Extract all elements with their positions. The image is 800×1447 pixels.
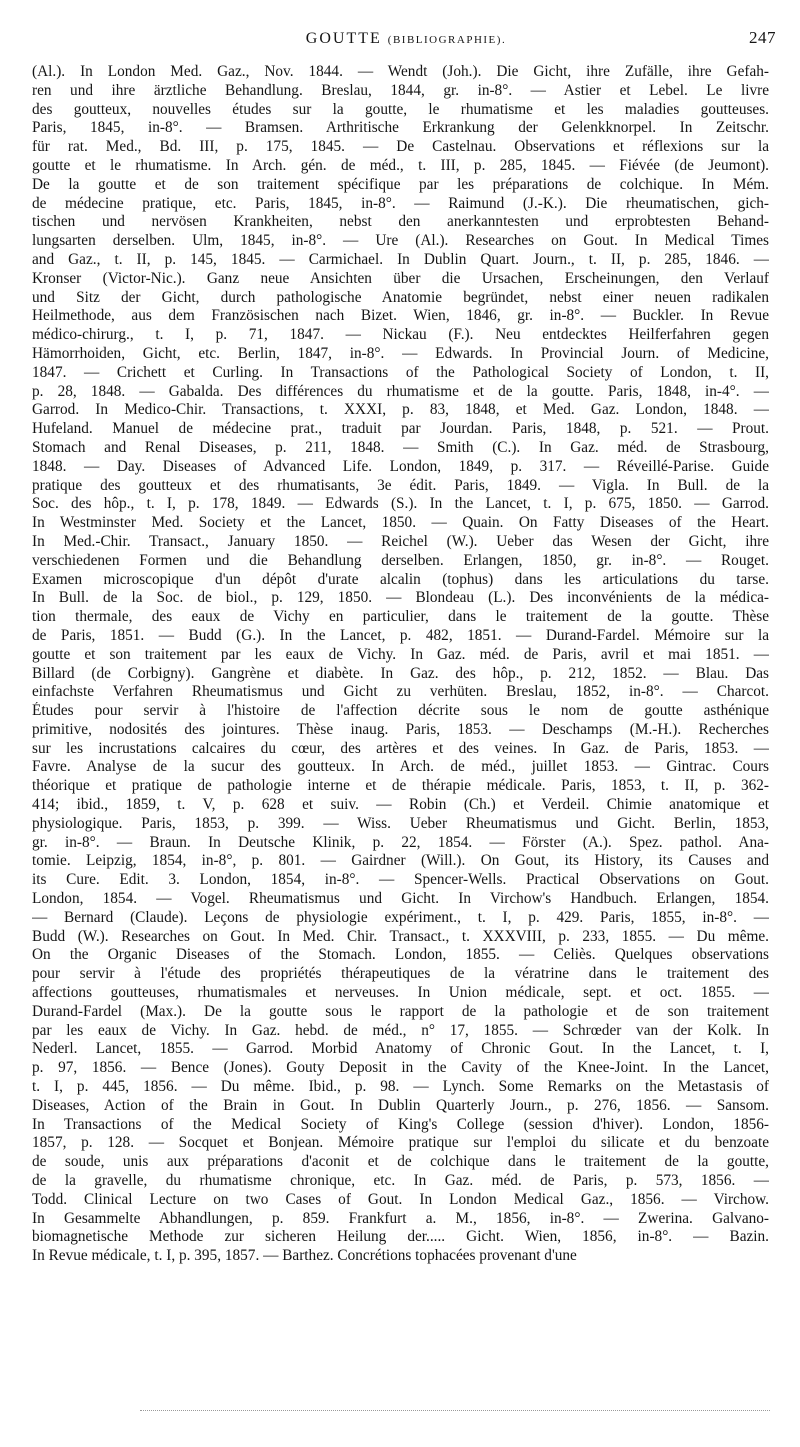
text-line: — Bernard (Claude). Leçons de physiologie expériment., t. I, p. 429. Paris, 1855, in-8°. — <box>32 908 769 926</box>
text-line: p. 97, 1856. — Bence (Jones). Gouty Deposit in the Cavity of the Knee-Joint. In the Lancet, <box>32 1059 769 1077</box>
text-line: lungsarten derselben. Ulm, 1845, in-8°. — Ure (Al.). Researches on Gout. In Medical Times <box>32 232 769 250</box>
text-line: Études pour servir à l'histoire de l'affection décrite sous le nom de goutte asthénique <box>32 702 769 720</box>
text-line: Favre. Analyse de la sucur des goutteux. In Arch. de méd., juillet 1853. — Gintrac. Cours <box>32 758 769 776</box>
text-line: ren und ihre ärztliche Behandlung. Breslau, 1844, gr. in-8°. — Astier et Lebel. Le livre <box>32 81 769 99</box>
text-line: par les eaux de Vichy. In Gaz. hebd. de méd., n° 17, 1855. — Schrœder van der Kolk. In <box>32 1021 769 1039</box>
text-line: sur les incrustations calcaires du cœur, des artères et des veines. In Gaz. de Paris, 1853. — <box>32 739 769 757</box>
text-line: and Gaz., t. II, p. 145, 1845. — Carmichael. In Dublin Quart. Journ., t. II, p. 285, 1846. — <box>32 250 769 268</box>
text-line: Paris, 1845, in-8°. — Bramsen. Arthritische Erkrankung der Gelenkknorpel. In Zeitschr. <box>32 119 769 137</box>
text-line: pour servir à l'étude des propriétés thérapeutiques de la vératrine dans le traitement des <box>32 965 769 983</box>
text-line: De la goutte et de son traitement spécifique par les préparations de colchique. In Mém. <box>32 175 769 193</box>
text-line: Stomach and Renal Diseases, p. 211, 1848. — Smith (C.). In Gaz. méd. de Strasbourg, <box>32 438 769 456</box>
text-line: des goutteux, nouvelles études sur la goutte, le rhumatisme et les maladies goutteuses. <box>32 100 769 118</box>
header-title: GOUTTE <box>305 30 382 47</box>
text-line: Budd (W.). Researches on Gout. In Med. Chir. Transact., t. XXXVIII, p. 233, 1855. — Du même. <box>32 927 769 945</box>
text-line: primitive, nodosités des jointures. Thèse inaug. Paris, 1853. — Deschamps (M.-H.). Recherches <box>32 720 769 738</box>
text-line: goutte et le rhumatisme. In Arch. gén. de méd., t. III, p. 285, 1845. — Fiévée (de Jeumont). <box>32 156 769 174</box>
footer-rule <box>140 1410 770 1412</box>
running-head-title <box>36 30 776 48</box>
text-line: Nederl. Lancet, 1855. — Garrod. Morbid Anatomy of Chronic Gout. In the Lancet, t. I, <box>32 1040 769 1058</box>
text-line: théorique et pratique de pathologie interne et de thérapie médicale. Paris, 1853, t. II, p. 362- <box>32 777 769 795</box>
text-line: Hämorrhoiden, Gicht, etc. Berlin, 1847, in-8°. — Edwards. In Provincial Journ. of Medicine, <box>32 344 769 362</box>
text-line: de soude, unis aux préparations d'aconit et de colchique dans le traitement de la goutte, <box>32 1153 769 1171</box>
text-line: tion thermale, des eaux de Vichy en particulier, dans le traitement de la goutte. Thèse <box>32 608 769 626</box>
text-line: goutte et son traitement par les eaux de Vichy. In Gaz. méd. de Paris, avril et mai 1851. — <box>32 645 769 663</box>
running-head <box>36 30 776 54</box>
text-line: In Med.-Chir. Transact., January 1850. — Reichel (W.). Ueber das Wesen der Gicht, ihre <box>32 532 769 550</box>
text-line: its Cure. Edit. 3. London, 1854, in-8°. — Spencer-Wells. Practical Observations on Gout. <box>32 871 769 889</box>
text-line: einfachste Verfahren Rheumatismus und Gicht zu verhüten. Breslau, 1852, in-8°. — Charcot. <box>32 683 769 701</box>
text-line: physiologique. Paris, 1853, p. 399. — Wiss. Ueber Rheumatismus und Gicht. Berlin, 1853, <box>32 814 769 832</box>
text-line: 1847. — Crichett et Curling. In Transactions of the Pathological Society of London, t. II, <box>32 363 769 381</box>
text-line: Heilmethode, aus dem Französischen nach Bizet. Wien, 1846, gr. in-8°. — Buckler. In Revue <box>32 307 769 325</box>
header-subtitle: (BIBLIOGRAPHIE). <box>387 34 507 46</box>
text-line: médico-chirurg., t. I, p. 71, 1847. — Nickau (F.). Neu entdecktes Heilferfahren gegen <box>32 326 769 344</box>
text-line: für rat. Med., Bd. III, p. 175, 1845. — De Castelnau. Observations et réflexions sur la <box>32 138 769 156</box>
text-line: Kronser (Victor-Nic.). Ganz neue Ansichten über die Ursachen, Erscheinungen, den Verlauf <box>32 269 769 287</box>
text-line: In Gesammelte Abhandlungen, p. 859. Frankfurt a. M., 1856, in-8°. — Zwerina. Galvano- <box>32 1209 769 1227</box>
text-line: verschiedenen Formen und die Behandlung derselben. Erlangen, 1850, gr. in-8°. — Rouget. <box>32 551 769 569</box>
text-line: In Revue médicale, t. I, p. 395, 1857. — Barthez. Concrétions tophacées provenant d'une <box>32 1247 577 1265</box>
text-line: t. I, p. 445, 1856. — Du même. Ibid., p. 98. — Lynch. Some Remarks on the Metastasis of <box>32 1078 769 1096</box>
text-line: de Paris, 1851. — Budd (G.). In the Lancet, p. 482, 1851. — Durand-Fardel. Mémoire sur la <box>32 626 769 644</box>
text-line: (Al.). In London Med. Gaz., Nov. 1844. — Wendt (Joh.). Die Gicht, ihre Zufälle, ihre Gefah- <box>32 63 769 80</box>
text-line: affections goutteuses, rhumatismales et nerveuses. In Union médicale, sept. et oct. 1855. — <box>32 984 769 1002</box>
text-line: de médecine pratique, etc. Paris, 1845, in-8°. — Raimund (J.-K.). Die rheumatischen, gich- <box>32 194 769 212</box>
text-line: London, 1854. — Vogel. Rheumatismus und Gicht. In Virchow's Handbuch. Erlangen, 1854. <box>32 890 769 908</box>
text-line: Billard (de Corbigny). Gangrène et diabète. In Gaz. des hôp., p. 212, 1852. — Blau. Das <box>32 664 769 682</box>
text-line: On the Organic Diseases of the Stomach. London, 1855. — Celiès. Quelques observations <box>32 946 769 964</box>
text-line: tomie. Leipzig, 1854, in-8°, p. 801. — Gairdner (Will.). On Gout, its History, its Causes and <box>32 852 769 870</box>
text-line: Examen microscopique d'un dépôt d'urate alcalin (tophus) dans les articulations du tarse. <box>32 570 769 588</box>
text-line: In Westminster Med. Society et the Lancet, 1850. — Quain. On Fatty Diseases of the Heart. <box>32 514 769 532</box>
text-line: In Transactions of the Medical Society of King's College (session d'hiver). London, 1856- <box>32 1115 769 1133</box>
text-line: Hufeland. Manuel de médecine prat., traduit par Jourdan. Paris, 1848, p. 521. — Prout. <box>32 420 769 438</box>
text-line: biomagnetische Methode zur sicheren Heilung der..... Gicht. Wien, 1856, in-8°. — Bazin. <box>32 1228 769 1246</box>
text-line: gr. in-8°. — Braun. In Deutsche Klinik, p. 22, 1854. — Förster (A.). Spez. pathol. Ana- <box>32 833 769 851</box>
bibliography-text <box>32 63 769 1266</box>
text-line: 1848. — Day. Diseases of Advanced Life. London, 1849, p. 317. — Réveillé-Parise. Guide <box>32 457 769 475</box>
text-line: Todd. Clinical Lecture on two Cases of Gout. In London Medical Gaz., 1856. — Virchow. <box>32 1190 769 1208</box>
text-line: tischen und nervösen Krankheiten, nebst den anerkanntesten und erprobtesten Behand- <box>32 213 769 231</box>
text-line: 1857, p. 128. — Socquet et Bonjean. Mémoire pratique sur l'emploi du silicate et du benzoate <box>32 1134 769 1152</box>
text-line: Diseases, Action of the Brain in Gout. In Dublin Quarterly Journ., p. 276, 1856. — Sansom. <box>32 1096 769 1114</box>
text-line: de la gravelle, du rhumatisme chronique, etc. In Gaz. méd. de Paris, p. 573, 1856. — <box>32 1172 769 1190</box>
text-line: Garrod. In Medico-Chir. Transactions, t. XXXI, p. 83, 1848, et Med. Gaz. London, 1848. — <box>32 401 769 419</box>
text-line: Durand-Fardel (Max.). De la goutte sous le rapport de la pathologie et de son traitement <box>32 1002 769 1020</box>
text-line: und Sitz der Gicht, durch pathologische Anatomie begründet, nebst einer neuen radikalen <box>32 288 769 306</box>
text-line: 414; ibid., 1859, t. V, p. 628 et suiv. — Robin (Ch.) et Verdeil. Chimie anatomique et <box>32 796 769 814</box>
page-number: 247 <box>749 28 776 47</box>
text-line: Soc. des hôp., t. I, p. 178, 1849. — Edwards (S.). In the Lancet, t. I, p. 675, 1850. — Garrod. <box>32 495 769 513</box>
text-line: In Bull. de la Soc. de biol., p. 129, 1850. — Blondeau (L.). Des inconvénients de la médica- <box>32 589 769 607</box>
text-line: p. 28, 1848. — Gabalda. Des différences du rhumatisme et de la goutte. Paris, 1848, in-4°. — <box>32 382 769 400</box>
text-line: pratique des goutteux et des rhumatisants, 3e édit. Paris, 1849. — Vigla. In Bull. de la <box>32 476 769 494</box>
